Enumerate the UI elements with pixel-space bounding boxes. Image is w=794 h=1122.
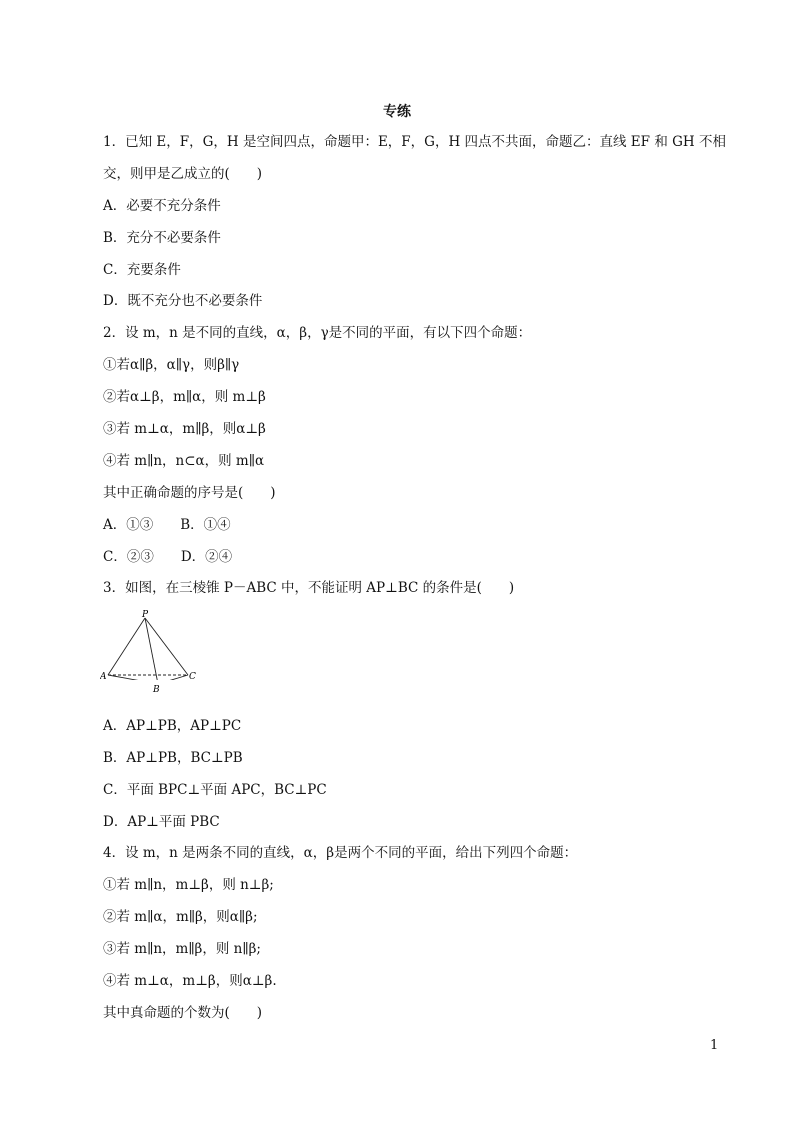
q3-option-b: B．AP⊥PB，BC⊥PB	[103, 750, 243, 766]
q4-prop-4: ④若 m⊥α，m⊥β，则α⊥β.	[103, 973, 277, 989]
q3-option-d: D．AP⊥平面 PBC	[103, 814, 220, 830]
q1-option-c: C．充要条件	[103, 262, 181, 278]
tetrahedron-figure	[100, 608, 200, 680]
vertex-label-a: A	[100, 672, 107, 680]
tetrahedron-label-b	[150, 683, 164, 697]
q1-option-b: B．充分不必要条件	[103, 230, 221, 246]
q2-ask: 其中正确命题的序号是( )	[103, 485, 276, 501]
vertex-label-b: B	[153, 685, 160, 695]
q2-prop-1: ①若α∥β，α∥γ，则β∥γ	[103, 357, 240, 373]
vertex-label-c: C	[189, 672, 196, 680]
vertex-label-p: P	[142, 610, 149, 620]
q3-option-a: A．AP⊥PB，AP⊥PC	[103, 718, 242, 734]
q2-stem: 2．设 m，n 是不同的直线，α，β，γ是不同的平面，有以下四个命题：	[103, 325, 532, 341]
q2-prop-3: ③若 m⊥α，m∥β，则α⊥β	[103, 421, 266, 437]
q1-option-a: A．必要不充分条件	[103, 198, 221, 214]
q2-options-cd: C．②③ D．②④	[103, 549, 233, 565]
q3-stem: 3．如图，在三棱锥 P－ABC 中，不能证明 AP⊥BC 的条件是( )	[103, 580, 515, 596]
q2-prop-4: ④若 m∥n，n⊂α，则 m∥α	[103, 453, 265, 469]
q1-stem-line2: 交，则甲是乙成立的( )	[103, 166, 263, 182]
q3-option-c: C．平面 BPC⊥平面 APC，BC⊥PC	[103, 782, 327, 798]
page-title: 专练	[383, 104, 411, 120]
q4-ask: 其中真命题的个数为( )	[103, 1005, 263, 1021]
q4-prop-2: ②若 m∥α，m∥β，则α∥β;	[103, 909, 258, 925]
q1-option-d: D．既不充分也不必要条件	[103, 293, 263, 309]
q4-stem: 4．设 m，n 是两条不同的直线，α，β是两个不同的平面，给出下列四个命题：	[103, 845, 578, 861]
q4-prop-1: ①若 m∥n，m⊥β，则 n⊥β;	[103, 877, 274, 893]
q2-prop-2: ②若α⊥β，m∥α，则 m⊥β	[103, 389, 266, 405]
q1-stem-line1: 1．已知 E，F，G，H 是空间四点，命题甲：E，F，G，H 四点不共面，命题乙：直线 EF 和 GH 不相	[103, 134, 726, 150]
q4-prop-3: ③若 m∥n，m∥β，则 n∥β;	[103, 941, 261, 957]
page-number: 1	[710, 1038, 719, 1053]
q2-options-ab: A．①③ B．①④	[103, 517, 231, 533]
